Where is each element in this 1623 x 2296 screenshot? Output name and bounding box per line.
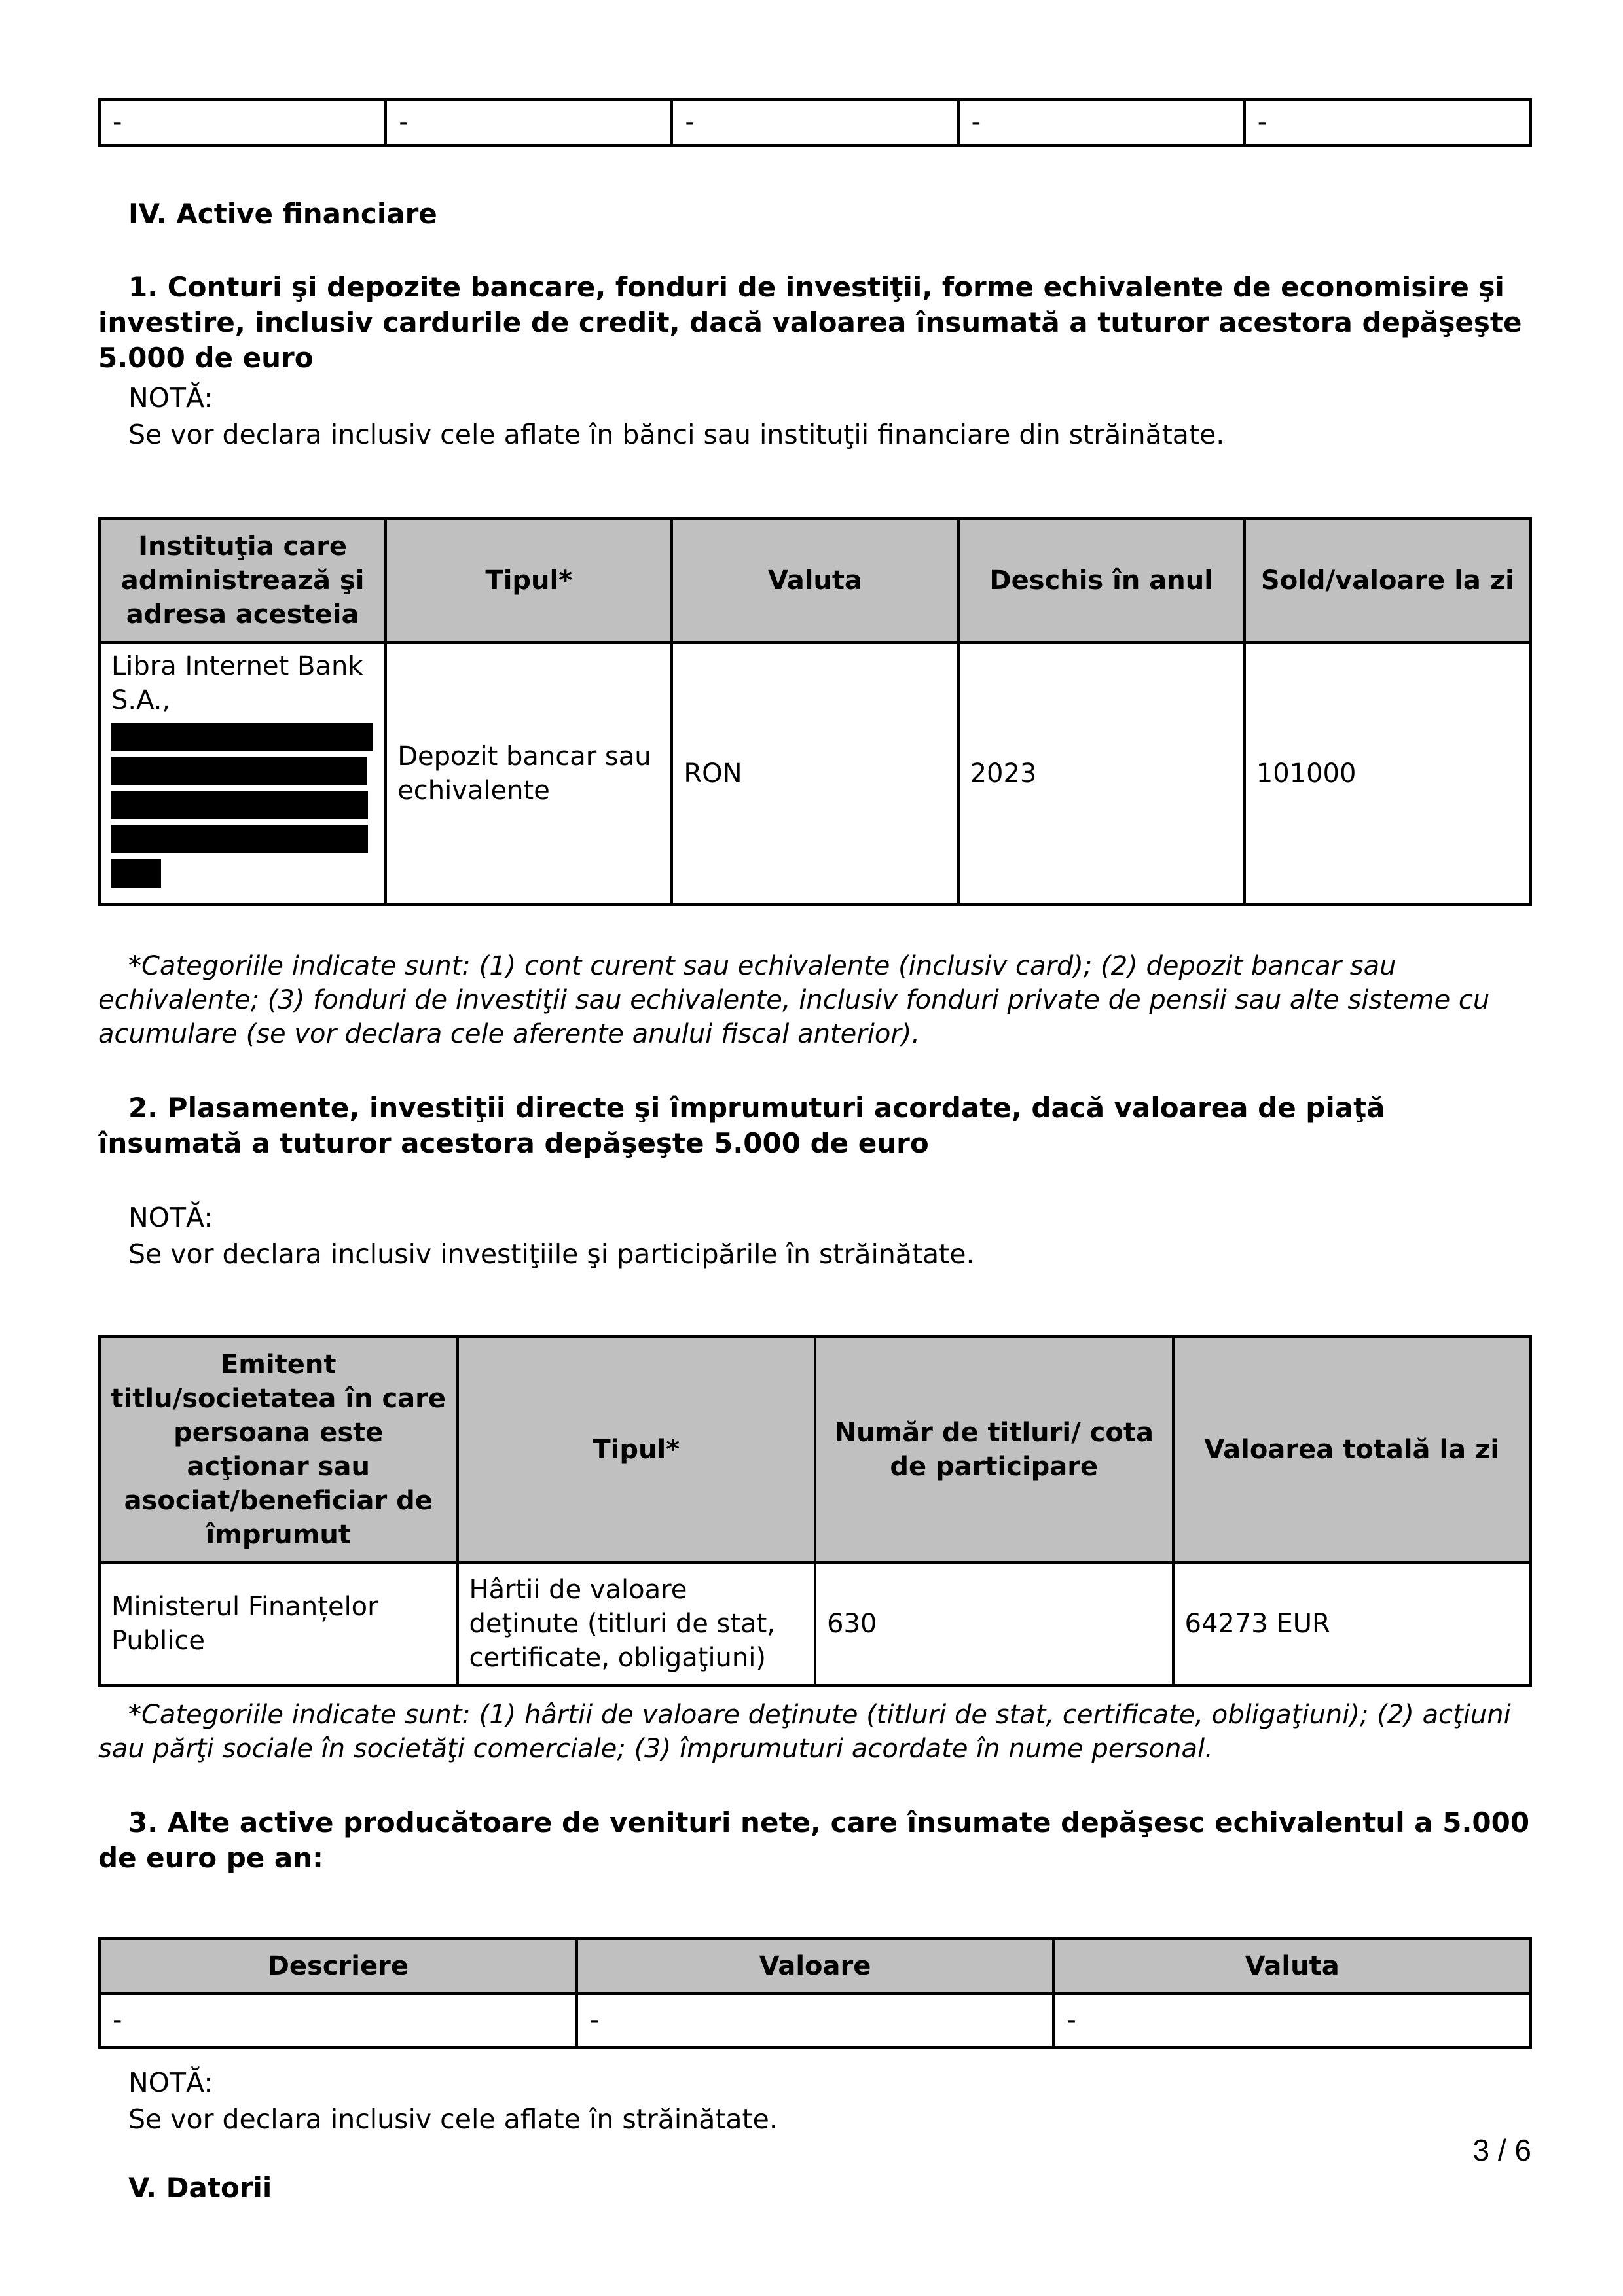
- table-cell: -: [672, 99, 958, 145]
- redacted-block: [111, 859, 161, 888]
- sub2-note-label: NOTĂ:: [128, 1202, 213, 1233]
- column-header-currency: Valuta: [1053, 1939, 1531, 1994]
- redacted-block: [111, 757, 367, 785]
- column-header-type: Tipul*: [386, 518, 672, 643]
- table-cell: -: [1053, 1994, 1531, 2047]
- investments-table: [98, 1335, 1532, 1687]
- table-header-row: [100, 1336, 1531, 1562]
- column-header-description: Descriere: [100, 1939, 577, 1994]
- sub3-title: 3. Alte active producătoare de venituri nete, care însumate depăşesc echivalentul a 5.000 de euro pe an:: [98, 1806, 1530, 1874]
- column-header-issuer: Emitent titlu/societatea în care persoana este acţionar sau asociat/beneficiar de împrumut: [100, 1336, 458, 1562]
- table-cell: -: [100, 1994, 577, 2047]
- table-row: [100, 1562, 1531, 1685]
- column-header-value: Valoare: [577, 1939, 1054, 1994]
- count-cell: 630: [815, 1562, 1173, 1685]
- page-number: 3 / 6: [1472, 2133, 1531, 2167]
- table-row: [100, 99, 1531, 145]
- sub1-footnote: *Categoriile indicate sunt: (1) cont curent sau echivalente (inclusiv card); (2) depozit bancar sau echivalente; (3) fonduri de investiţii sau echivalente, inclusiv fonduri private de pensii sau alte sisteme cu acumulare (se vor declara cele aferente anului fiscal anterior).: [98, 951, 1490, 1049]
- type-cell: Depozit bancar sau echivalente: [386, 643, 672, 905]
- table-row: [100, 1994, 1531, 2047]
- other-assets-table: [98, 1937, 1532, 2049]
- table-cell: -: [100, 99, 386, 145]
- institution-cell: [100, 643, 386, 905]
- issuer-cell: Ministerul Finanțelor Publice: [100, 1562, 458, 1685]
- redacted-block: [111, 825, 368, 853]
- institution-name: Libra Internet Bank S.A.,: [111, 651, 363, 715]
- column-header-value: Valoarea totală la zi: [1173, 1336, 1531, 1562]
- sub1-title: 1. Conturi şi depozite bancare, fonduri de investiţii, forme echivalente de economisire şi investire, inclusiv cardurile de credit, dacă valoarea însumată a tuturor acestora depăşeşte 5.000 de euro: [98, 271, 1522, 374]
- table-cell: -: [386, 99, 672, 145]
- year-cell: 2023: [958, 643, 1245, 905]
- type-cell: Hârtii de valoare deţinute (titluri de stat, certificate, obligaţiuni): [458, 1562, 816, 1685]
- balance-cell: 101000: [1245, 643, 1531, 905]
- table-cell: -: [1245, 99, 1531, 145]
- section-v-title: V. Datorii: [128, 2172, 272, 2204]
- sub1-note-label: NOTĂ:: [128, 382, 213, 414]
- section-iv-title: IV. Active financiare: [128, 198, 437, 230]
- bank-accounts-table: [98, 517, 1532, 906]
- column-header-type: Tipul*: [458, 1336, 816, 1562]
- table-row: [100, 643, 1531, 905]
- redacted-block: [111, 791, 368, 819]
- column-header-balance: Sold/valoare la zi: [1245, 518, 1531, 643]
- sub1-note-text: Se vor declara inclusiv cele aflate în bănci sau instituţii financiare din străinătate.: [128, 419, 1225, 450]
- sub2-footnote: *Categoriile indicate sunt: (1) hârtii de valoare deţinute (titluri de stat, certificate, obligaţiuni); (2) acţiuni sau părţi sociale în societăţi comerciale; (3) împrumuturi acordate în nume personal.: [98, 1700, 1511, 1764]
- sub3-note-text: Se vor declara inclusiv cele aflate în străinătate.: [128, 2104, 778, 2135]
- sub2-note-text: Se vor declara inclusiv investiţiile şi participările în străinătate.: [128, 1238, 975, 1270]
- table-cell: -: [958, 99, 1245, 145]
- table-header-row: [100, 1939, 1531, 1994]
- value-cell: 64273 EUR: [1173, 1562, 1531, 1685]
- previous-section-table: [98, 98, 1532, 147]
- table-cell: -: [577, 1994, 1054, 2047]
- table-header-row: [100, 518, 1531, 643]
- column-header-institution: Instituţia care administrează şi adresa acesteia: [100, 518, 386, 643]
- sub2-title: 2. Plasamente, investiţii directe şi împrumuturi acordate, dacă valoarea de piaţă însumată a tuturor acestora depăşeşte 5.000 de euro: [98, 1092, 1385, 1159]
- column-header-count: Număr de titluri/ cota de participare: [815, 1336, 1173, 1562]
- sub3-note-label: NOTĂ:: [128, 2067, 213, 2098]
- column-header-currency: Valuta: [672, 518, 958, 643]
- redacted-block: [111, 723, 373, 751]
- column-header-year: Deschis în anul: [958, 518, 1245, 643]
- currency-cell: RON: [672, 643, 958, 905]
